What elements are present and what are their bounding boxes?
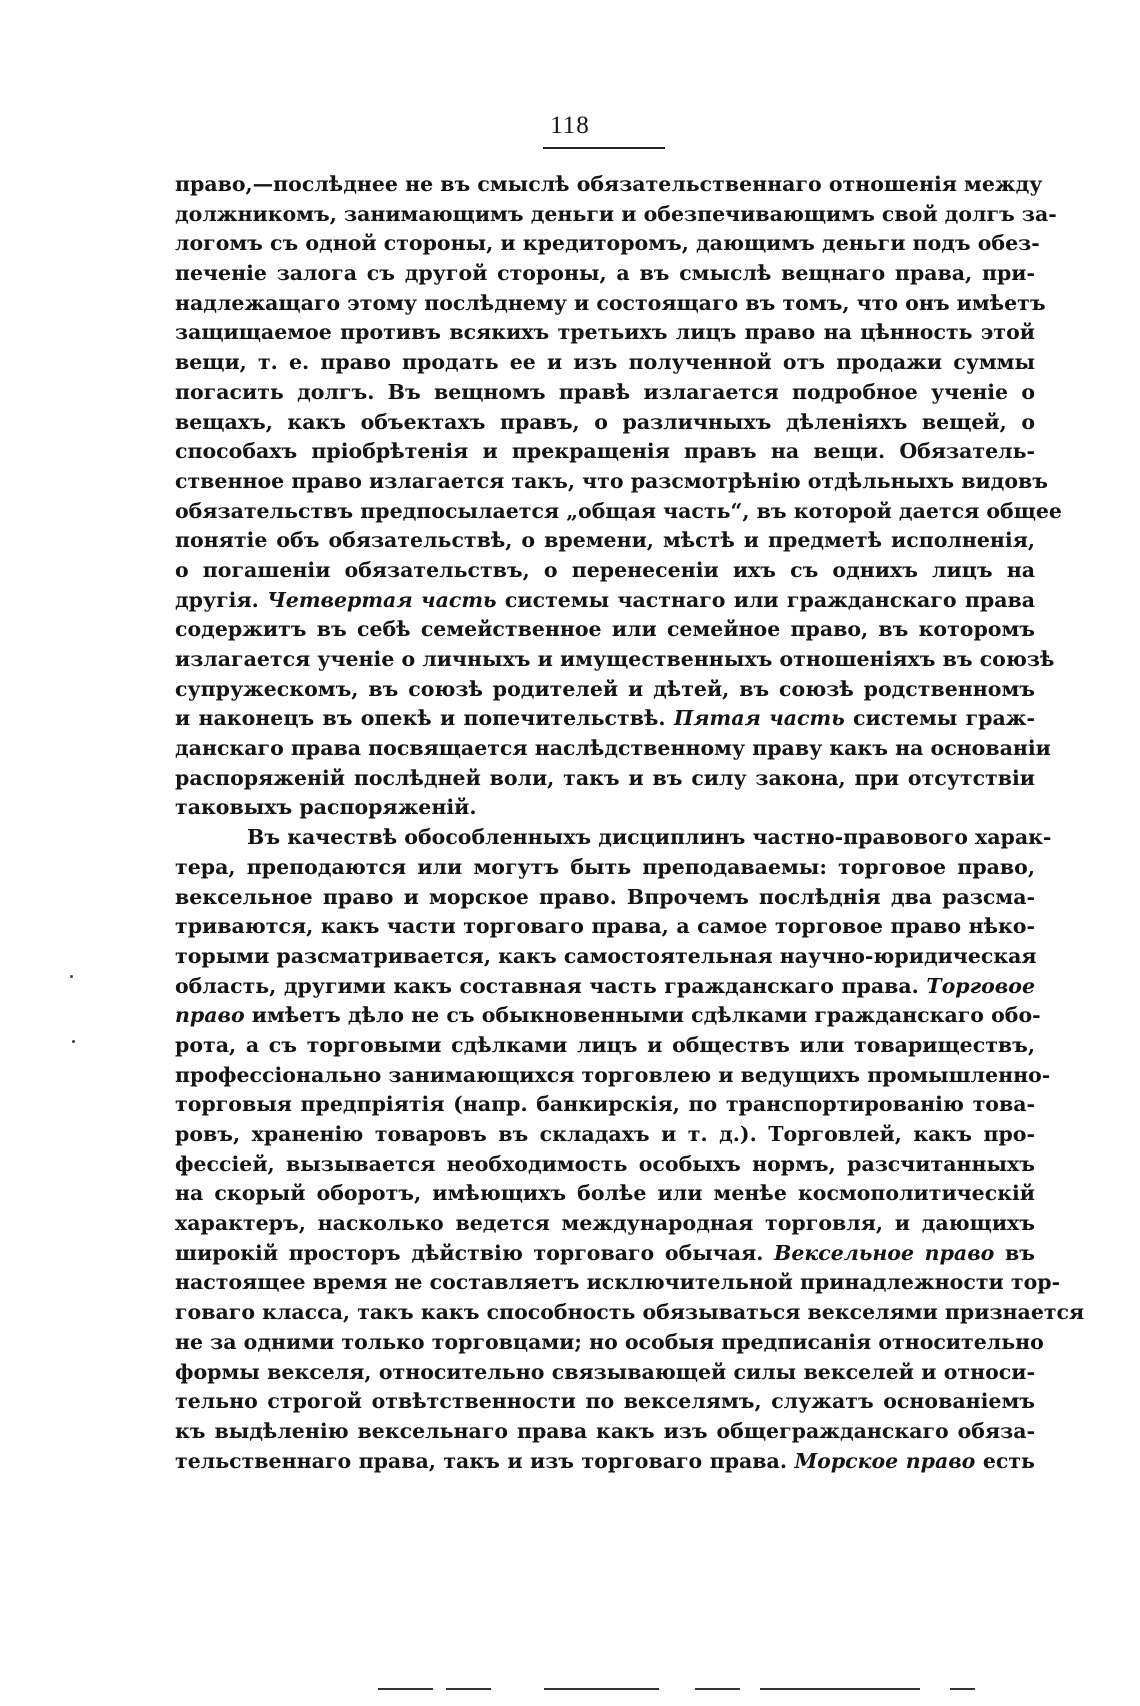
text-segment: вексельное право и морское право. Впрочемъ послѣднія два разсма-	[175, 884, 1035, 909]
text-line	[175, 437, 1035, 467]
text-line	[175, 1031, 1035, 1061]
text-segment: таковыхъ распоряженій.	[175, 795, 477, 820]
text-line	[175, 615, 1035, 645]
text-segment: данскаго права посвящается наслѣдственному праву какъ на основаніи	[175, 736, 1051, 761]
text-segment: и наконецъ въ опекѣ и попечительствѣ.	[175, 706, 674, 731]
text-segment: ровъ, храненію товаровъ въ складахъ и т. д.). Торговлей, какъ про-	[175, 1122, 1035, 1146]
text-segment: торговыя предпріятія (напр. банкирскія, по транспортированію това-	[175, 1092, 1035, 1117]
footer-rule	[544, 1688, 659, 1690]
italic-term: Четвертая часть	[267, 587, 497, 612]
text-segment: область, другими какъ составная часть гражданскаго права.	[175, 973, 927, 998]
text-segment: тельно строгой отвѣтственности по векселямъ, служатъ основаніемъ	[175, 1389, 1035, 1414]
footer-rule	[695, 1688, 740, 1690]
text-segment: системы граж-	[844, 706, 1036, 731]
text-segment: способахъ пріобрѣтенія и прекращенія правъ на вещи. Обязатель-	[175, 439, 1035, 464]
text-segment: тельственнаго права, такъ и изъ торговаго права.	[175, 1448, 795, 1473]
text-line	[175, 497, 1062, 527]
text-segment: формы векселя, относительно связывающей силы векселей и относи-	[175, 1359, 1035, 1384]
text-line	[175, 1387, 1035, 1417]
text-line	[175, 942, 1035, 972]
text-line	[175, 645, 1055, 675]
text-segment: содержитъ въ себѣ семейственное или семейное право, въ которомъ	[175, 617, 1035, 642]
text-line	[175, 1358, 1035, 1388]
text-segment: ственное право излагается такъ, что разсмотрѣнію отдѣльныхъ видовъ	[175, 468, 1048, 493]
footer-rule	[446, 1688, 491, 1690]
text-segment: настоящее время не составляетъ исключительной принадлежности тор-	[175, 1270, 1061, 1295]
text-segment: право,—послѣднее не въ смыслѣ обязательственнаго отношенія между	[175, 172, 1043, 196]
footer-rule	[950, 1688, 975, 1690]
text-line	[175, 1239, 1035, 1269]
text-line	[175, 1298, 1085, 1328]
scan-speck	[72, 1040, 75, 1043]
italic-term: Торговое	[926, 973, 1035, 998]
text-line	[175, 675, 1035, 705]
text-line	[175, 289, 1046, 319]
text-segment: профессіонально занимающихся торговлею и ведущихъ промышленно-	[175, 1062, 1051, 1087]
text-line	[175, 1150, 1035, 1180]
text-segment: торыми разсматривается, какъ самостоятельная научно-юридическая	[175, 943, 1037, 968]
text-line	[175, 1447, 1035, 1477]
scan-speck	[70, 975, 73, 978]
text-line	[175, 556, 1035, 586]
text-line	[175, 467, 1048, 497]
footer-rules	[0, 1688, 1140, 1692]
text-segment: вещи, т. е. право продать ее и изъ полученной отъ продажи суммы	[175, 350, 1035, 375]
text-line	[175, 1417, 1035, 1447]
body-text	[175, 170, 1085, 1476]
header-rule	[543, 147, 665, 149]
text-segment: вещахъ, какъ объектахъ правъ, о различныхъ дѣленіяхъ вещей, о	[175, 409, 1035, 434]
text-line	[175, 1209, 1035, 1239]
text-segment: должникомъ, занимающимъ деньги и обезпечивающимъ свой долгъ за-	[175, 201, 1057, 226]
text-line	[175, 408, 1035, 438]
text-segment: есть	[975, 1448, 1035, 1473]
text-line	[175, 793, 1035, 823]
text-segment: имѣетъ дѣло не съ обыкновенными сдѣлками гражданскаго обо-	[244, 1003, 1041, 1028]
text-line	[175, 853, 1035, 883]
text-segment: фессіей, вызывается необходимость особыхъ нормъ, разсчитанныхъ	[175, 1151, 1035, 1176]
italic-term: право	[175, 1003, 245, 1028]
italic-term: Морское право	[794, 1448, 976, 1473]
text-segment: широкій просторъ дѣйствію торговаго обычая.	[175, 1240, 775, 1265]
text-line	[175, 229, 1040, 259]
text-segment: излагается ученіе о личныхъ и имущественныхъ отношеніяхъ въ союзѣ	[175, 647, 1055, 671]
text-line	[175, 704, 1035, 734]
text-segment: на скорый оборотъ, имѣющихъ болѣе или менѣе космополитическій	[175, 1181, 1035, 1206]
text-segment: погасить долгъ. Въ вещномъ правѣ излагается подробное ученіе о	[175, 379, 1035, 404]
text-line	[175, 764, 1035, 794]
text-line	[175, 378, 1035, 408]
text-segment: характеръ, насколько ведется международная торговля, и дающихъ	[175, 1211, 1035, 1236]
text-line	[175, 734, 1051, 764]
text-line	[175, 200, 1057, 230]
text-segment: тера, преподаются или могутъ быть преподаваемы: торговое право,	[175, 854, 1035, 879]
text-segment: Въ качествѣ обособленныхъ дисциплинъ частно-правового харак-	[247, 825, 1052, 850]
footer-rule	[378, 1688, 433, 1690]
text-line	[175, 1120, 1035, 1150]
text-line	[175, 883, 1035, 913]
text-line	[175, 1179, 1035, 1209]
text-segment: распоряженій послѣдней воли, такъ и въ силу закона, при отсутствіи	[175, 765, 1035, 790]
text-segment: триваются, какъ части торговаго права, а самое торговое право нѣко-	[175, 914, 1035, 939]
italic-term: Вексельное право	[774, 1240, 995, 1265]
text-line	[175, 972, 1035, 1002]
text-line	[175, 259, 1035, 289]
text-segment: надлежащаго этому послѣднему и состоящаго въ томъ, что онъ имѣетъ	[175, 290, 1046, 315]
text-line	[175, 1268, 1061, 1298]
text-segment: печеніе залога съ другой стороны, а въ смыслѣ вещнаго права, при-	[175, 261, 1035, 286]
text-line	[175, 1328, 1044, 1358]
italic-term: Пятая часть	[673, 706, 845, 731]
text-segment: защищаемое противъ всякихъ третьихъ лицъ право на цѣнность этой	[175, 320, 1035, 345]
text-segment: логомъ съ одной стороны, и кредиторомъ, дающимъ деньги подъ обез-	[175, 231, 1040, 256]
text-line	[175, 170, 1043, 200]
text-line	[175, 586, 1035, 616]
text-segment: въ	[994, 1240, 1035, 1265]
text-segment: рота, а съ торговыми сдѣлками лицъ и обществъ или товариществъ,	[175, 1032, 1035, 1057]
text-segment: обязательствъ предпосылается „общая часть“, въ которой дается общее	[175, 498, 1062, 523]
text-segment: говаго класса, такъ какъ способность обязываться векселями признается	[175, 1300, 1085, 1325]
text-segment: супружескомъ, въ союзѣ родителей и дѣтей, въ союзѣ родственномъ	[175, 676, 1035, 701]
text-segment: другія.	[175, 587, 268, 612]
text-segment: понятіе объ обязательствѣ, о времени, мѣстѣ и предметѣ исполненія,	[175, 528, 1035, 553]
text-line	[175, 318, 1035, 348]
text-segment: къ выдѣленію вексельнаго права какъ изъ общегражданскаго обяза-	[175, 1418, 1035, 1443]
footer-rule	[760, 1688, 920, 1690]
text-line	[175, 912, 1035, 942]
text-line	[175, 1001, 1041, 1031]
text-line	[175, 823, 1052, 853]
text-segment: о погашеніи обязательствъ, о перенесеніи ихъ съ однихъ лицъ на	[175, 557, 1035, 582]
text-line	[175, 348, 1035, 378]
page-number: 118	[550, 112, 590, 139]
text-line	[175, 1090, 1035, 1120]
text-segment: не за одними только торговцами; но особыя предписанія относительно	[175, 1329, 1044, 1354]
text-line	[175, 526, 1035, 556]
text-line	[175, 1061, 1051, 1091]
text-segment: системы частнаго или гражданскаго права	[496, 587, 1036, 612]
page-header	[0, 112, 1140, 144]
